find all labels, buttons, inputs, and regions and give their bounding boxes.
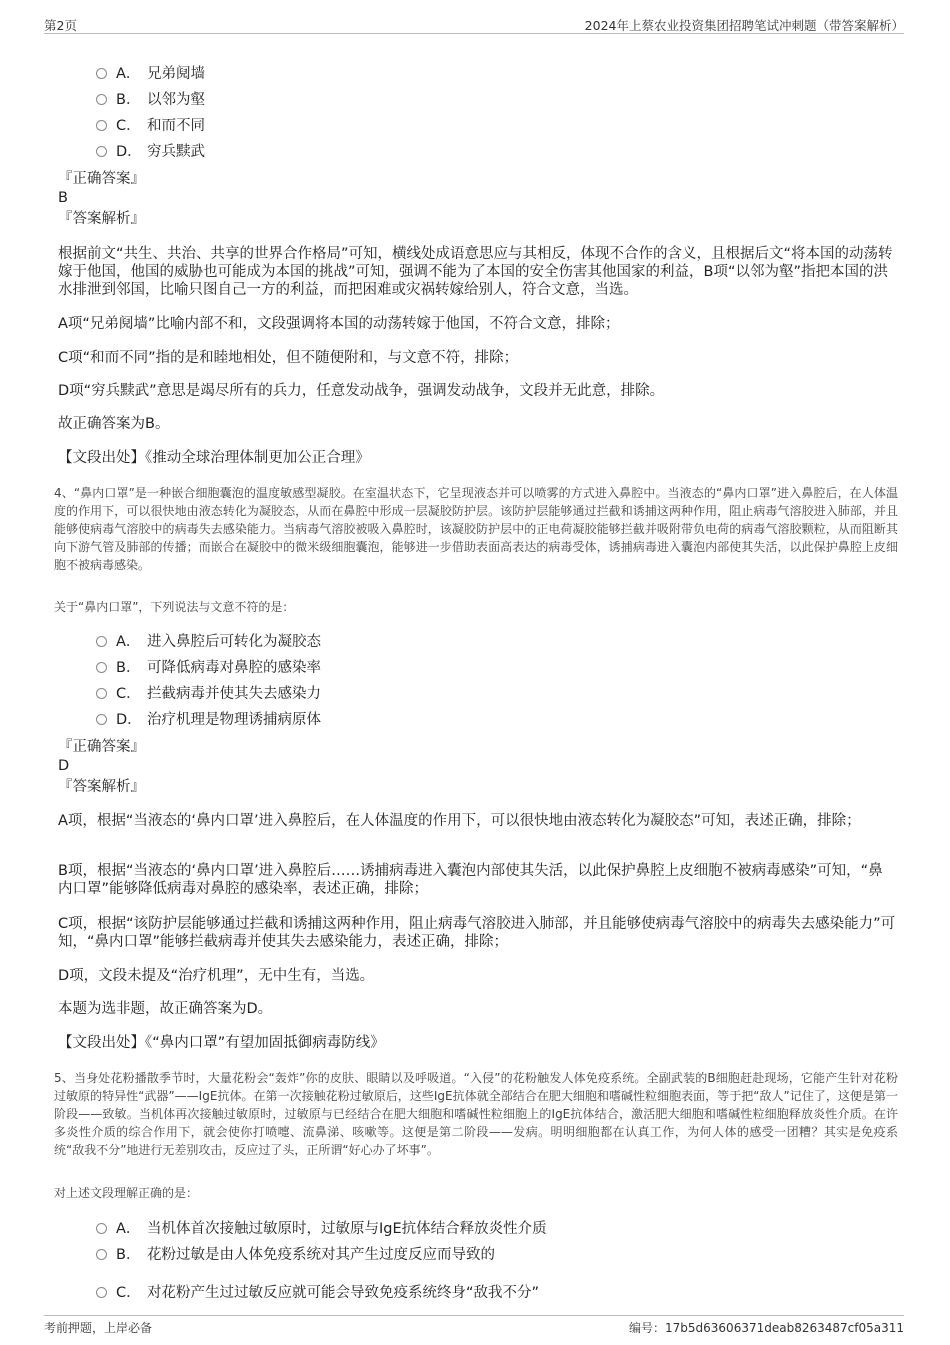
- q5-question: 对上述文段理解正确的是：: [54, 1186, 199, 1200]
- q3-option-b[interactable]: B． 以邻为壑: [96, 91, 205, 109]
- q5-option-b[interactable]: B． 花粉过敏是由人体免疫系统对其产生过度反应而导致的: [96, 1246, 495, 1264]
- q5-stem: 5、当身处花粉播散季节时，大量花粉会“轰炸”你的皮肤、眼睛以及呼吸道。“入侵”的花粉触发人体免疫系统。全副武装的B细胞赶赴现场，它能产生针对花粉过敏原的特异性“武器”——IgE抗体。在第一次接触花粉过敏原后，这些IgE抗体就全部结合在肥大细胞和嗜碱性粒细胞表面，等于把“敌人”记住了，这便是第一阶段——致敏。当机体再次接触过敏原时，过敏原与已经结合在肥大细胞和嗜碱性粒细胞上的IgE抗体结合，激活肥大细胞和嗜碱性粒细胞释放炎性介质。在许多炎性介质的综合作用下，就会使你打喷嚏、流鼻涕、咳嗽等。这便是第二阶段——发病。明明细胞都在认真工作，为何人体的感受一团糟？其实是免疫系统“敌我不分”地进行无差别攻击，反应过了头，正所谓“好心办了坏事”。: [54, 1071, 898, 1157]
- radio-icon[interactable]: [96, 94, 107, 105]
- q4-conclusion: 本题为选非题，故正确答案为D。: [58, 1001, 273, 1017]
- q4-analysis-c: C项，根据“该防护层能够通过拦截和诱捕这两种作用，阻止病毒气溶胶进入肺部，并且能够使病毒气溶胶中的病毒失去感染能力”可知，“鼻内口罩”能够拦截病毒并使其失去感染能力，表述正确，排除；: [58, 916, 896, 950]
- q4-analysis-a: A项，根据“当液态的‘鼻内口罩’进入鼻腔后，在人体温度的作用下，可以很快地由液态转化为凝胶态”可知，表述正确，排除；: [58, 813, 861, 829]
- q4-analysis-b: B项，根据“当液态的‘鼻内口罩’进入鼻腔后……诱捕病毒进入囊泡内部使其失活，以此保护鼻腔上皮细胞不被病毒感染”可知，“鼻内口罩”能够降低病毒对鼻腔的感染率，表述正确，排除；: [58, 863, 883, 897]
- radio-icon[interactable]: [96, 1223, 107, 1234]
- radio-icon[interactable]: [96, 636, 107, 647]
- document-title: 2024年上蔡农业投资集团招聘笔试冲刺题（带答案解析）: [584, 18, 904, 33]
- q4-question: 关于“鼻内口罩”，下列说法与文意不符的是：: [54, 600, 295, 614]
- q4-answer-label: 『正确答案』: [58, 739, 145, 755]
- page-footer: [44, 1315, 904, 1336]
- footer-slogan: 考前押题，上岸必备: [44, 1321, 153, 1335]
- radio-icon[interactable]: [96, 1249, 107, 1260]
- q3-answer: B: [58, 190, 68, 206]
- q4-option-a[interactable]: A． 进入鼻腔后可转化为凝胶态: [96, 633, 321, 651]
- q4-option-d[interactable]: D． 治疗机理是物理诱捕病原体: [96, 711, 321, 729]
- q3-option-d[interactable]: D． 穷兵黩武: [96, 143, 205, 161]
- q3-analysis-a: A项“兄弟阋墙”比喻内部不和，文段强调将本国的动荡转嫁于他国，不符合文意，排除；: [58, 316, 620, 332]
- page-header: [44, 16, 904, 34]
- radio-icon[interactable]: [96, 714, 107, 725]
- document-code: 编号：17b5d63606371deab8263487cf05a311: [629, 1321, 904, 1335]
- q3-analysis-label: 『答案解析』: [58, 211, 145, 227]
- q4-option-b[interactable]: B． 可降低病毒对鼻腔的感染率: [96, 659, 321, 677]
- radio-icon[interactable]: [96, 688, 107, 699]
- q3-analysis-c: C项“和而不同”指的是和睦地相处，但不随便附和，与文意不符，排除；: [58, 350, 519, 366]
- q3-option-c[interactable]: C． 和而不同: [96, 117, 205, 135]
- radio-icon[interactable]: [96, 662, 107, 673]
- q4-analysis-label: 『答案解析』: [58, 779, 145, 795]
- q3-conclusion: 故正确答案为B。: [58, 416, 170, 432]
- q3-option-a[interactable]: A． 兄弟阋墙: [96, 65, 205, 83]
- q4-answer: D: [58, 758, 70, 774]
- radio-icon[interactable]: [96, 146, 107, 157]
- q4-stem: 4、“鼻内口罩”是一种嵌合细胞囊泡的温度敏感型凝胶。在室温状态下，它呈现液态并可以喷雾的方式进入鼻腔中。当液态的“鼻内口罩”进入鼻腔后，在人体温度的作用下，可以很快地由液态转化为凝胶态，从而在鼻腔中形成一层凝胶防护层。该防护层能够通过拦截和诱捕这两种作用，阻止病毒气溶胶进入肺部，并且能够使病毒气溶胶中的病毒失去感染能力。当病毒气溶胶被吸入鼻腔时，该凝胶防护层中的正电荷凝胶能够拦截并吸附带负电荷的病毒气溶胶颗粒，从而阻断其向下游气管及肺部的传播；而嵌合在凝胶中的微米级细胞囊泡，能够进一步借助表面高表达的病毒受体，诱捕病毒进入囊泡内部使其失活，以此保护鼻腔上皮细胞不被病毒感染。: [54, 486, 898, 572]
- radio-icon[interactable]: [96, 120, 107, 131]
- q4-option-c[interactable]: C． 拦截病毒并使其失去感染力: [96, 685, 321, 703]
- q3-analysis-d: D项“穷兵黩武”意思是竭尽所有的兵力，任意发动战争，强调发动战争，文段并无此意，排除。: [58, 383, 665, 399]
- q3-source: 【文段出处】《推动全球治理体制更加公正合理》: [58, 450, 370, 466]
- q5-option-c[interactable]: C． 对花粉产生过过敏反应就可能会导致免疫系统终身“敌我不分”: [96, 1284, 539, 1302]
- q5-option-a[interactable]: A． 当机体首次接触过敏原时，过敏原与IgE抗体结合释放炎性介质: [96, 1220, 547, 1238]
- q3-answer-label: 『正确答案』: [58, 171, 145, 187]
- q4-analysis-d: D项，文段未提及“治疗机理”，无中生有，当选。: [58, 968, 375, 984]
- page-number: 第2页: [44, 18, 77, 33]
- q4-source: 【文段出处】《“鼻内口罩”有望加固抵御病毒防线》: [58, 1035, 385, 1051]
- radio-icon[interactable]: [96, 1287, 107, 1298]
- q3-analysis-main: 根据前文“共生、共治、共享的世界合作格局”可知，横线处成语意思应与其相反，体现不合作的含义，且根据后文“将本国的动荡转嫁于他国，他国的威胁也可能成为本国的挑战”可知，强调不能为了本国的安全伤害其他国家的利益，B项“以邻为壑”指把本国的洪水排泄到邻国，比喻只图自己一方的利益，而把困难或灾祸转嫁给别人，符合文意，当选。: [58, 246, 893, 298]
- radio-icon[interactable]: [96, 68, 107, 79]
